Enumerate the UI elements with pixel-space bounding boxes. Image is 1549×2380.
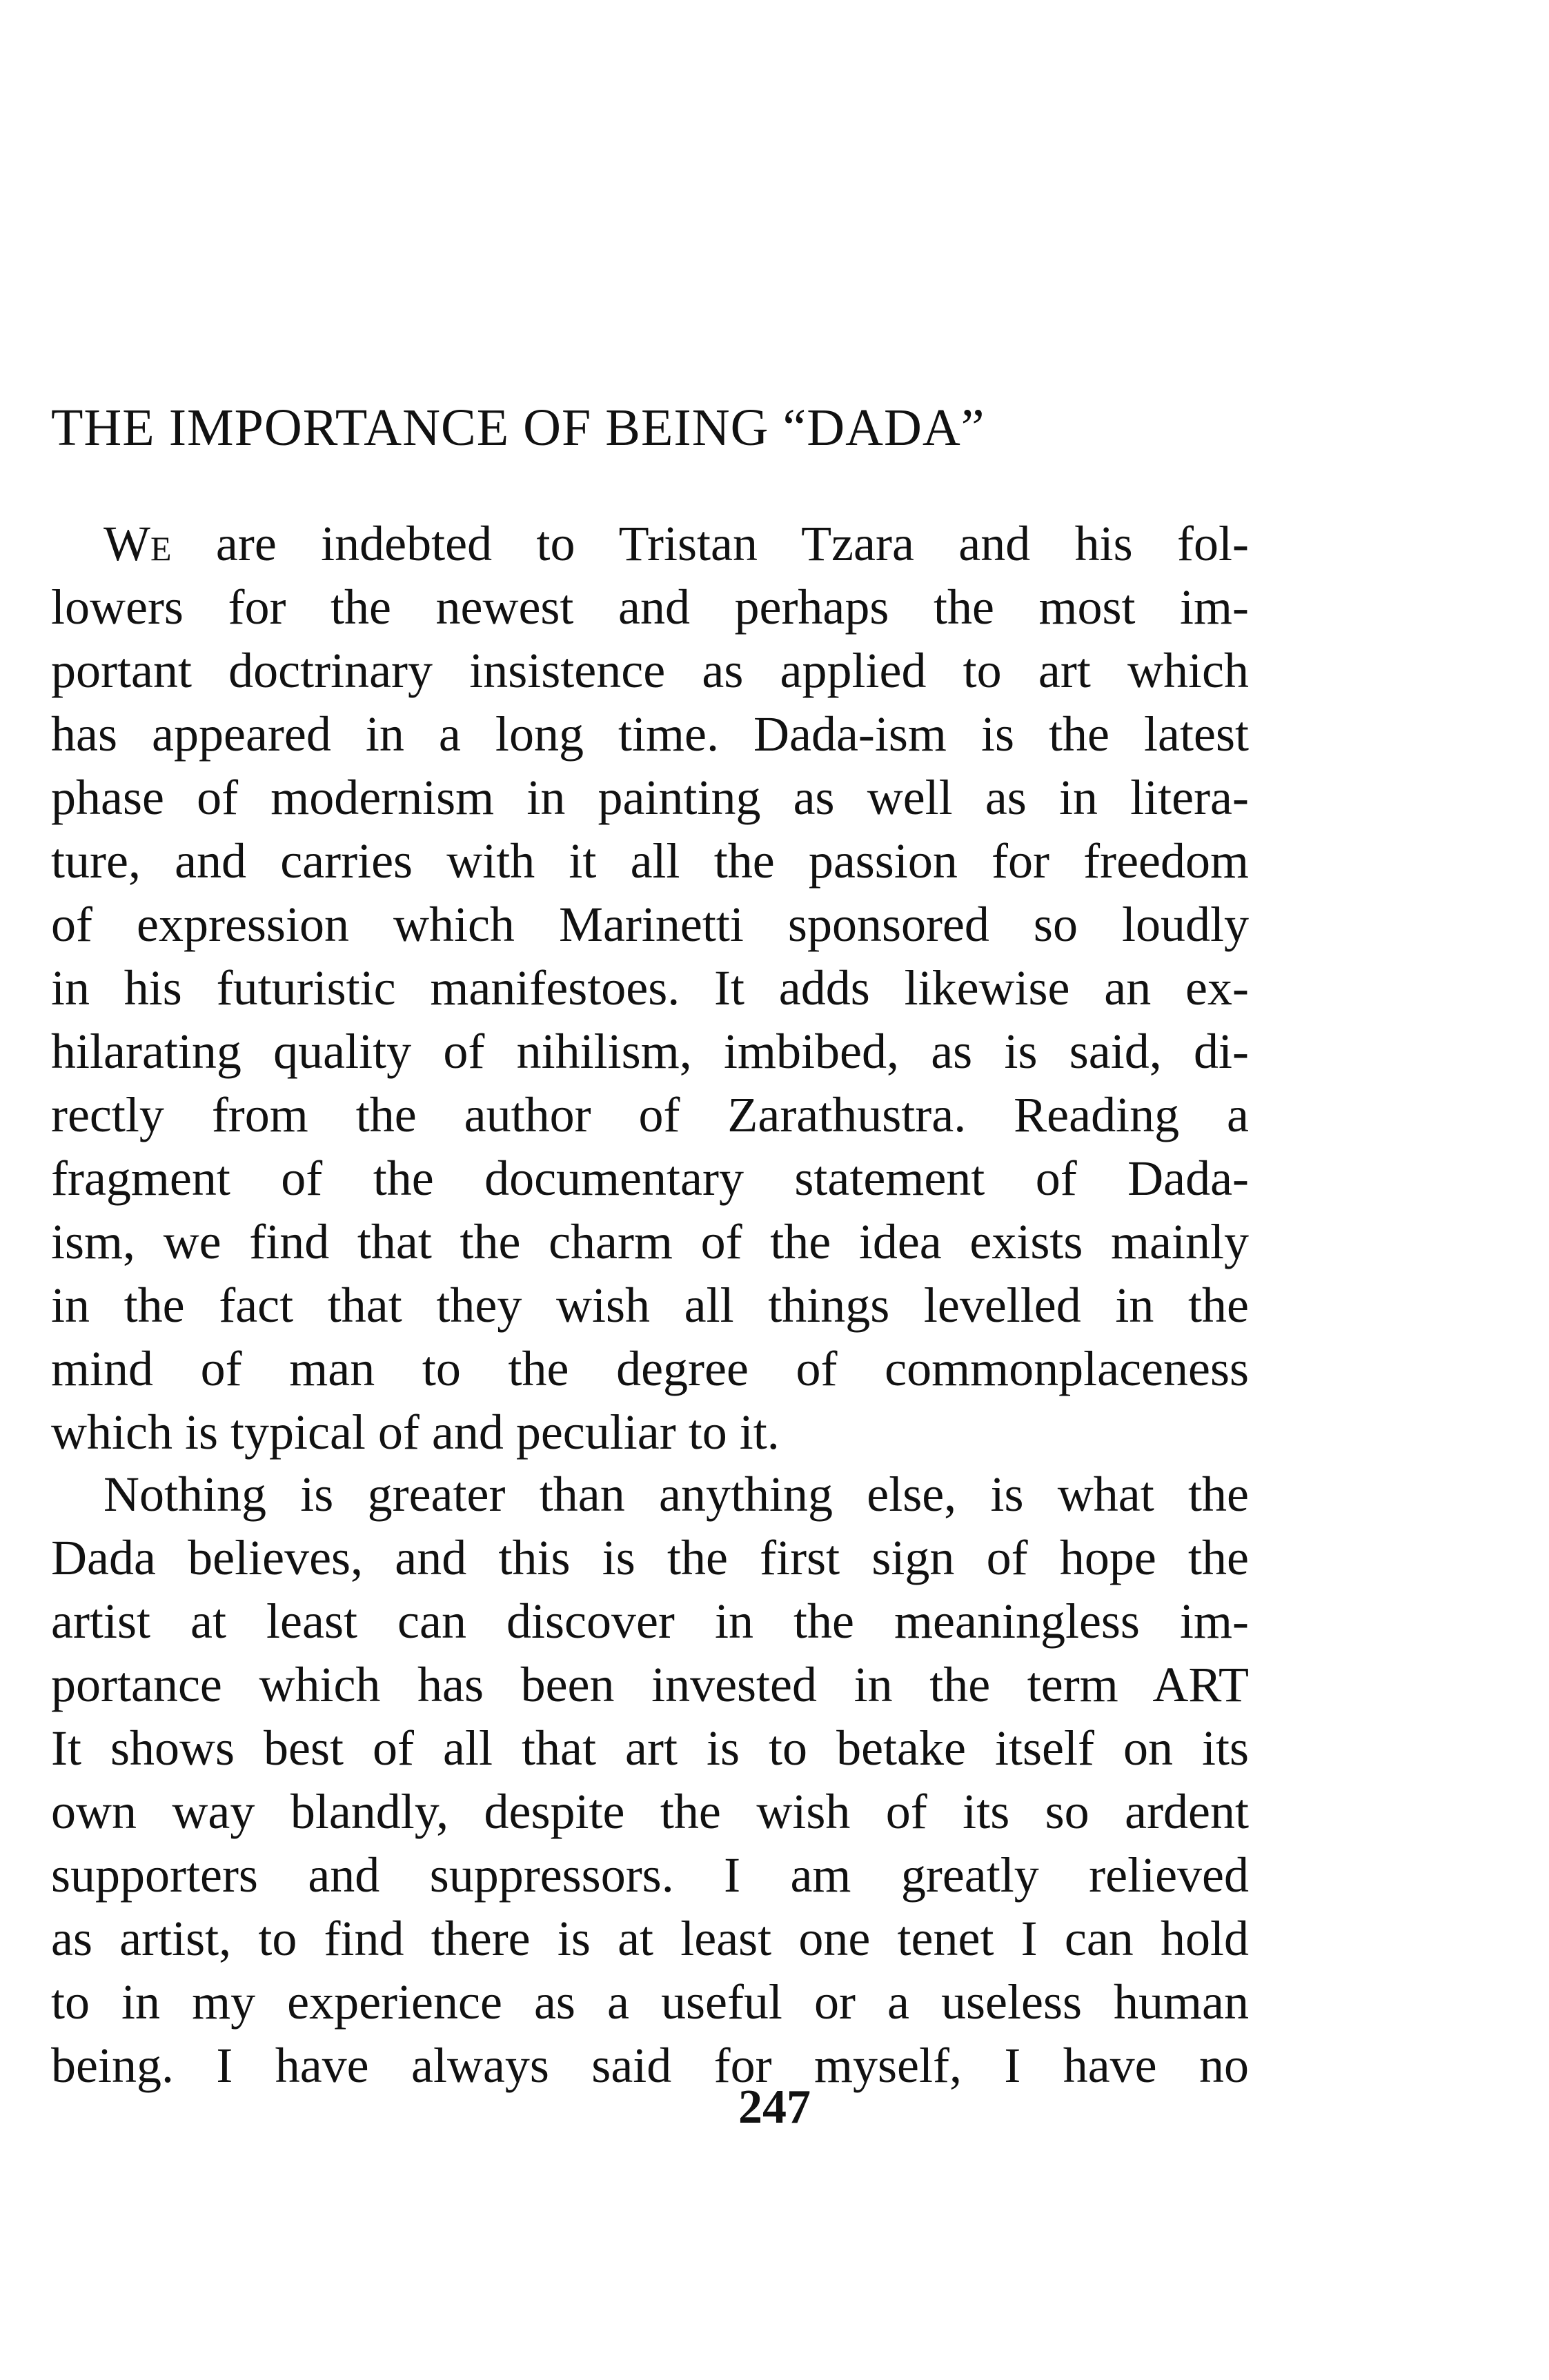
chapter-title: THE IMPORTANCE OF BEING “DADA” [51,399,985,457]
paragraph-1-line: has appeared in a long time. Dada-ism is the latest [51,706,1249,762]
paragraph-2-line: supporters and suppressors. I am greatly relieved [51,1847,1249,1903]
paragraph-1-line: in his futuristic manifestoes. It adds likewise an ex- [51,960,1249,1015]
paragraph-1-line: lowers for the newest and perhaps the most im- [51,579,1249,635]
paragraph-1-line: rectly from the author of Zarathustra. Reading a [51,1087,1249,1142]
paragraph-2-line: own way blandly, despite the wish of its so ardent [51,1784,1249,1839]
paragraph-1-line: portant doctrinary insistence as applied to art which [51,643,1249,698]
paragraph-2-line: as artist, to find there is at least one tenet I can hold [51,1911,1249,1966]
paragraph-1-line: ism, we find that the charm of the idea exists mainly [51,1214,1249,1269]
paragraph-1-line: hilarating quality of nihilism, imbibed, as is said, di- [51,1024,1249,1079]
paragraph-2-line: It shows best of all that art is to betake itself on its [51,1720,1249,1776]
paragraph-2-line: Nothing is greater than anything else, is what the [103,1467,1249,1522]
paragraph-2-line: portance which has been invested in the term ART [51,1657,1249,1712]
drop-lead-word: We [103,516,172,571]
page-number: 247 [738,2081,811,2134]
paragraph-2-line: Dada believes, and this is the first sign of hope the [51,1530,1249,1585]
paragraph-2-line: being. I have always said for myself, I have no [51,2038,1249,2093]
first-line-text: are indebted to Tristan Tzara and his fol- [171,516,1249,571]
paragraph-1 [51,512,1249,1464]
paragraph-1-line: fragment of the documentary statement of Dada- [51,1151,1249,1206]
paragraph-1-line: ture, and carries with it all the passion for freedom [51,833,1249,889]
paragraph-1-line: of expression which Marinetti sponsored so loudly [51,897,1249,952]
paragraph-2 [51,1462,1249,2097]
paragraph-2-line: to in my experience as a useful or a useless human [51,1974,1249,2030]
paragraph-1-line: mind of man to the degree of commonplaceness [51,1341,1249,1396]
paragraph-1-line-1 [51,512,1249,575]
paragraph-2-line: artist at least can discover in the meaningless im- [51,1594,1249,1649]
paragraph-1-line: in the fact that they wish all things levelled in the [51,1278,1249,1333]
paragraph-1-line: phase of modernism in painting as well as in litera- [51,770,1249,825]
paragraph-1-line: which is typical of and peculiar to it. [51,1405,780,1460]
